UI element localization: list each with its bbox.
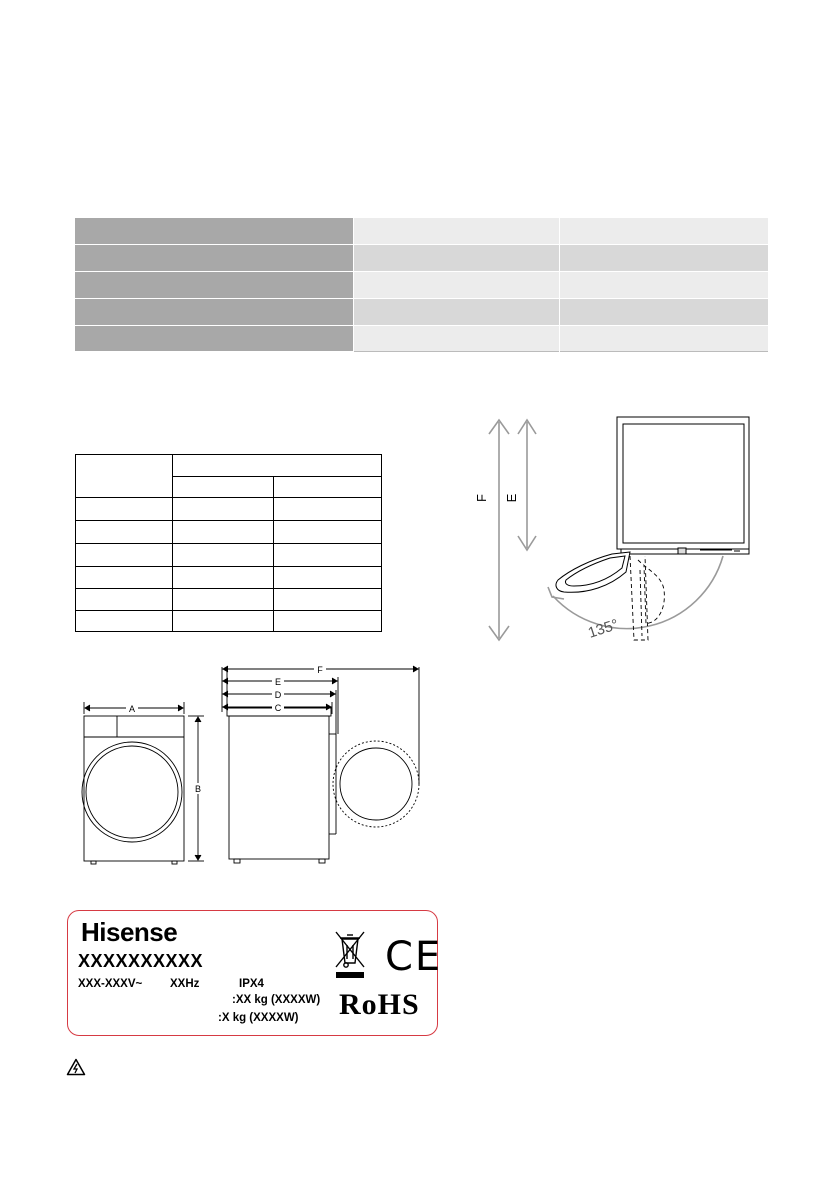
table-row xyxy=(76,611,382,632)
table-row xyxy=(76,544,382,567)
frequency: XXHz xyxy=(170,978,200,990)
spec-row xyxy=(75,218,768,245)
spec-row xyxy=(75,245,768,272)
dim-label-c: C xyxy=(274,703,282,713)
voltage: XXX-XXXV~ xyxy=(78,978,143,990)
wash-capacity: :XX kg (XXXXW) xyxy=(232,994,321,1006)
dim-label-e: E xyxy=(274,677,282,687)
door-opening-diagram xyxy=(470,410,780,655)
opened-door xyxy=(556,552,630,592)
spec-row xyxy=(75,326,768,352)
ce-mark: CE xyxy=(385,934,443,980)
model-number: XXXXXXXXXX xyxy=(78,951,204,971)
dry-capacity: :X kg (XXXXW) xyxy=(218,1012,299,1024)
dim-label-b: B xyxy=(194,784,202,794)
dimension-table xyxy=(75,454,382,632)
table-row xyxy=(76,521,382,544)
table-row xyxy=(76,498,382,521)
label-f: F xyxy=(474,494,489,502)
brand-logo: Hisense xyxy=(81,917,178,947)
rohs-mark: RoHS xyxy=(339,988,420,1021)
weee-bin-icon xyxy=(333,929,367,979)
angle-label: 135° xyxy=(585,616,621,642)
dim-label-f: F xyxy=(317,665,323,675)
spec-row xyxy=(75,272,768,299)
spec-table xyxy=(75,218,768,352)
dim-label-d: D xyxy=(274,690,282,700)
table-row xyxy=(76,589,382,611)
dimension-drawing xyxy=(74,664,424,870)
spec-row xyxy=(75,299,768,326)
rating-label xyxy=(67,910,443,1036)
electrical-warning-icon xyxy=(66,1058,86,1076)
label-e: E xyxy=(504,493,519,503)
machine-top-view xyxy=(617,417,749,554)
protection-rating: IPX4 xyxy=(239,978,264,990)
dim-label-a: A xyxy=(128,704,136,714)
table-row xyxy=(76,567,382,589)
